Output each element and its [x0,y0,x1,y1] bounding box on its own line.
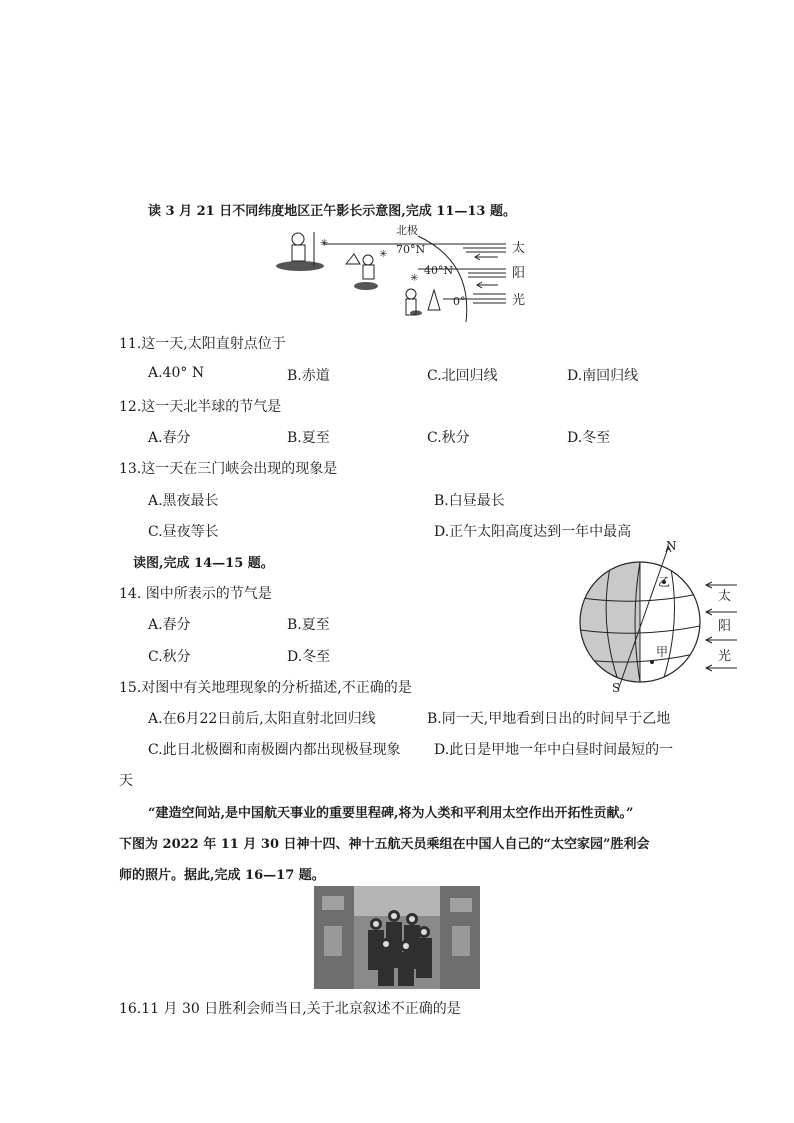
sun-label-3: 光 [512,293,526,308]
q14-option-a: A.春分 [148,617,191,633]
intro-16-17-line3: 师的照片。据此,完成 16—17 题。 [119,868,325,883]
q13-option-b: B.白昼最长 [434,493,505,509]
globe-figure [572,540,742,695]
sun2-label-3: 光 [718,649,732,664]
q13-option-a: A.黑夜最长 [148,493,219,509]
q12-option-a: A.春分 [148,430,191,446]
jia-label: 甲 [656,645,669,659]
q13-option-d: D.正午太阳高度达到一年中最高 [434,524,632,540]
q14-option-c: C.秋分 [148,649,191,665]
q15-option-c: C.此日北极圈和南极圈内都出现极昼现象 [148,742,401,758]
lat0-label: 0° [453,295,466,308]
lat40-label: 40°N [424,264,454,277]
svg-text:✳: ✳ [379,249,388,260]
q15-option-d-continued: 天 [119,773,133,789]
q11-option-d: D.南回归线 [567,368,639,384]
q12-option-d: D.冬至 [567,430,611,446]
north-label: N [666,540,677,553]
lat70-label: 70°N [396,243,426,256]
intro-16-17-line1: “建造空间站,是中国航天事业的重要里程碑,将为人类和平利用太空作出开拓性贡献。” [148,806,634,821]
q11-option-b: B.赤道 [287,368,330,384]
question-13: 13.这一天在三门峡会出现的现象是 [119,461,338,477]
q11-option-c: C.北回归线 [427,368,498,384]
south-label: S [612,681,621,695]
intro-11-13: 读 3 月 21 日不同纬度地区正午影长示意图,完成 11—13 题。 [148,204,516,219]
q12-option-c: C.秋分 [427,430,470,446]
q14-option-b: B.夏至 [287,617,330,633]
q11-option-a: A.40° N [148,365,205,381]
svg-text:✳: ✳ [410,273,419,284]
q13-option-c: C.昼夜等长 [148,524,219,540]
q14-option-d: D.冬至 [287,649,331,665]
intro-14-15: 读图,完成 14—15 题。 [133,556,274,571]
shadow-length-figure [268,222,533,327]
question-15: 15.对图中有关地理现象的分析描述,不正确的是 [119,680,412,696]
question-14: 14. 图中所表示的节气是 [119,586,272,602]
sun-label-2: 阳 [512,266,526,281]
q15-option-d: D.此日是甲地一年中白昼时间最短的一 [434,742,674,758]
question-12: 12.这一天北半球的节气是 [119,399,282,415]
sun2-label-1: 太 [718,589,732,604]
q15-option-b: B.同一天,甲地看到日出的时间早于乙地 [427,711,671,727]
intro-16-17-line2: 下图为 2022 年 11 月 30 日神十四、神十五航天员乘组在中国人自己的“太空家园”胜利会 [119,837,650,852]
yi-label: 乙 [658,575,671,589]
svg-text:✳: ✳ [320,238,329,249]
q12-option-b: B.夏至 [287,430,330,446]
question-16: 16.11 月 30 日胜利会师当日,关于北京叙述不正确的是 [119,1001,461,1017]
astronaut-photo [314,886,480,989]
q15-option-a: A.在6月22日前后,太阳直射北回归线 [148,711,376,727]
question-11: 11.这一天,太阳直射点位于 [119,336,286,352]
sun2-label-2: 阳 [718,619,732,634]
sun-label-1: 太 [512,241,526,256]
north-pole-label: 北极 [396,224,418,237]
